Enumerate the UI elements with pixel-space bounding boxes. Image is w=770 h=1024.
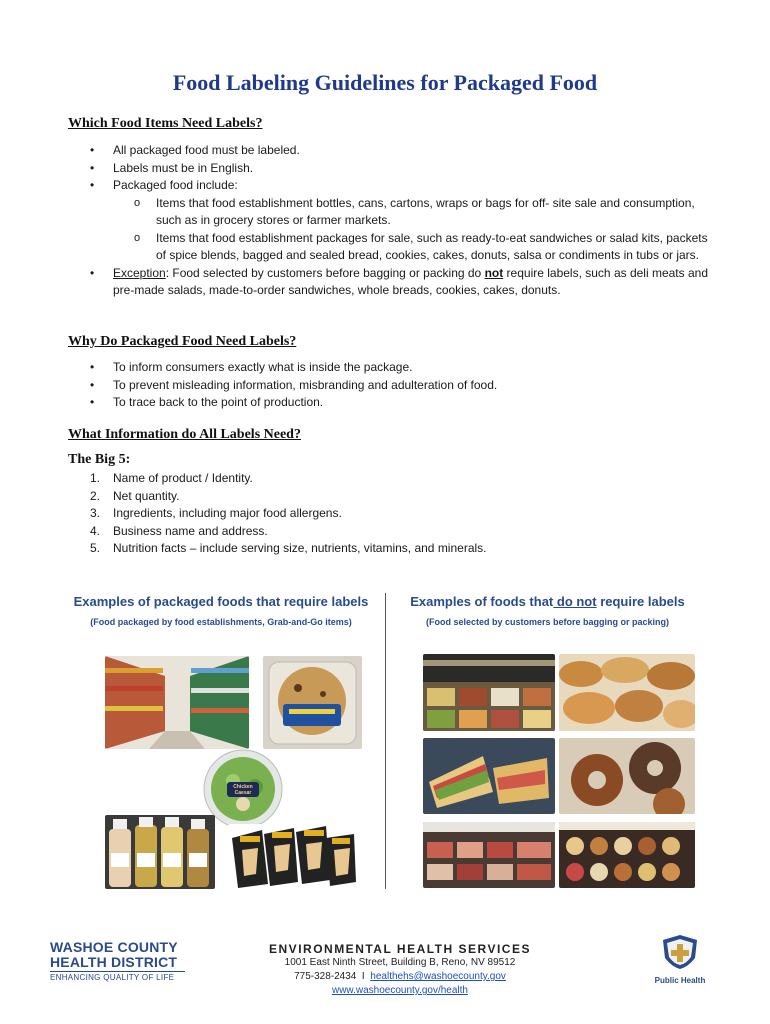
shield-icon <box>660 934 700 970</box>
exception-text-post: require labels, such as deli meats and pre-made salads, made-to-order sandwiches, whole breads, cookies, cakes, donuts. <box>113 265 708 297</box>
exception-text-pre: : Food selected by customers before bagging or packing do <box>165 265 485 280</box>
list-item <box>90 359 710 377</box>
page-title: Food Labeling Guidelines for Packaged Food <box>172 70 598 95</box>
sandwich-photo <box>423 738 555 814</box>
sublist-item-text: Items that food establishment packages for sale, such as ready-to-eat sandwiches or salad kits, packets of spice blends, bagged and sealed bread, cookies, cakes, donuts, salsa or condiments in tubs or jars. <box>156 230 708 262</box>
big-five-heading: The Big 5: <box>68 452 131 467</box>
bakery-case-photo <box>559 822 695 888</box>
public-health-logo <box>645 934 715 985</box>
list-item-text: Net quantity. <box>113 488 180 503</box>
juice-bottles-photo <box>105 815 215 889</box>
column-divider <box>385 593 386 889</box>
exception-not: not <box>484 265 504 280</box>
list-item-text: Labels must be in English. <box>113 160 254 175</box>
list-item-text: Business name and address. <box>113 523 268 538</box>
salad-label-text: Chicken Caesar <box>233 784 253 796</box>
list-number: 1. <box>90 471 101 485</box>
bread-loaves-photo <box>559 654 695 731</box>
department-name: ENVIRONMENTAL HEALTH SERVICES <box>269 942 531 956</box>
list-item-exception <box>90 265 710 300</box>
deli-case-photo <box>423 822 555 888</box>
list-item <box>90 160 710 178</box>
list-item <box>90 177 710 265</box>
why-labels-list <box>90 359 710 412</box>
big-five-list <box>90 470 710 558</box>
list-item <box>90 523 710 541</box>
list-item <box>90 470 710 488</box>
list-item <box>90 394 710 412</box>
list-item <box>90 142 710 160</box>
list-item-text: Ingredients, including major food allergens. <box>113 506 342 520</box>
org-name-line1: WASHOE COUNTY <box>50 939 178 955</box>
list-item-text: To prevent misleading information, misbranding and adulteration of food. <box>113 377 498 392</box>
website-link[interactable]: www.washoecounty.gov/health <box>331 985 468 996</box>
packaged-sandwiches-photo <box>228 824 358 889</box>
right-examples-title <box>395 594 700 609</box>
contact-block <box>235 942 565 998</box>
phone: 775-328-2434 <box>294 971 357 982</box>
list-number: 2. <box>90 488 101 503</box>
separator: I <box>356 971 371 982</box>
address: 1001 East Ninth Street, Building B, Reno, NV 89512 <box>284 957 516 968</box>
left-examples-subtitle: (Food packaged by food establishments, Grab-and-Go items) <box>90 617 352 627</box>
list-item <box>90 488 710 506</box>
phone-email-line <box>235 970 565 984</box>
section-heading-label-info: What Information do All Labels Need? <box>68 427 301 442</box>
right-title-post: require labels <box>596 594 685 609</box>
list-item <box>90 377 710 395</box>
packaged-food-sublist <box>113 195 710 265</box>
list-item-text: Packaged food include: <box>113 178 238 192</box>
which-items-list <box>90 142 710 300</box>
grocery-aisle-photo <box>105 656 249 749</box>
list-item-text: To trace back to the point of production. <box>113 395 324 409</box>
sublist-item-text: Items that food establishment bottles, cans, cartons, wraps or bags for off- site sale and consumption, such as in grocery stores or farmer markets. <box>156 195 695 227</box>
list-number: 3. <box>90 506 101 520</box>
exception-label: Exception <box>113 265 166 280</box>
org-name-line2: HEALTH DISTRICT <box>50 954 178 970</box>
right-examples-subtitle: (Food selected by customers before bagging or packing) <box>425 617 670 627</box>
caesar-salad-photo <box>203 749 283 829</box>
right-title-pre: Examples of foods that <box>410 594 554 609</box>
list-item-text: Name of product / Identity. <box>113 471 253 485</box>
list-number: 4. <box>90 523 101 538</box>
left-examples-title: Examples of packaged foods that require labels <box>73 594 369 609</box>
section-heading-why-labels: Why Do Packaged Food Need Labels? <box>68 334 297 349</box>
deli-salads-photo <box>423 654 555 731</box>
org-tagline: ENHANCING QUALITY OF LIFE <box>50 971 185 982</box>
list-item-text: To inform consumers exactly what is inside the package. <box>113 360 413 374</box>
section-heading-which-items: Which Food Items Need Labels? <box>68 116 263 131</box>
donuts-photo <box>559 738 695 814</box>
list-item <box>90 505 710 523</box>
list-item <box>90 540 710 558</box>
email-link[interactable]: healthehs@washoecounty.gov <box>370 971 506 982</box>
public-health-text: Public Health <box>654 976 706 985</box>
list-number: 5. <box>90 541 101 555</box>
sublist-item <box>134 230 710 265</box>
list-item-text: Nutrition facts – include serving size, nutrients, vitamins, and minerals. <box>113 541 487 555</box>
sublist-item <box>134 195 710 230</box>
right-title-do-not: do not <box>553 594 597 609</box>
washoe-county-logo <box>50 940 185 982</box>
list-item-text: All packaged food must be labeled. <box>113 143 300 157</box>
packaged-cookie-photo <box>263 656 362 749</box>
